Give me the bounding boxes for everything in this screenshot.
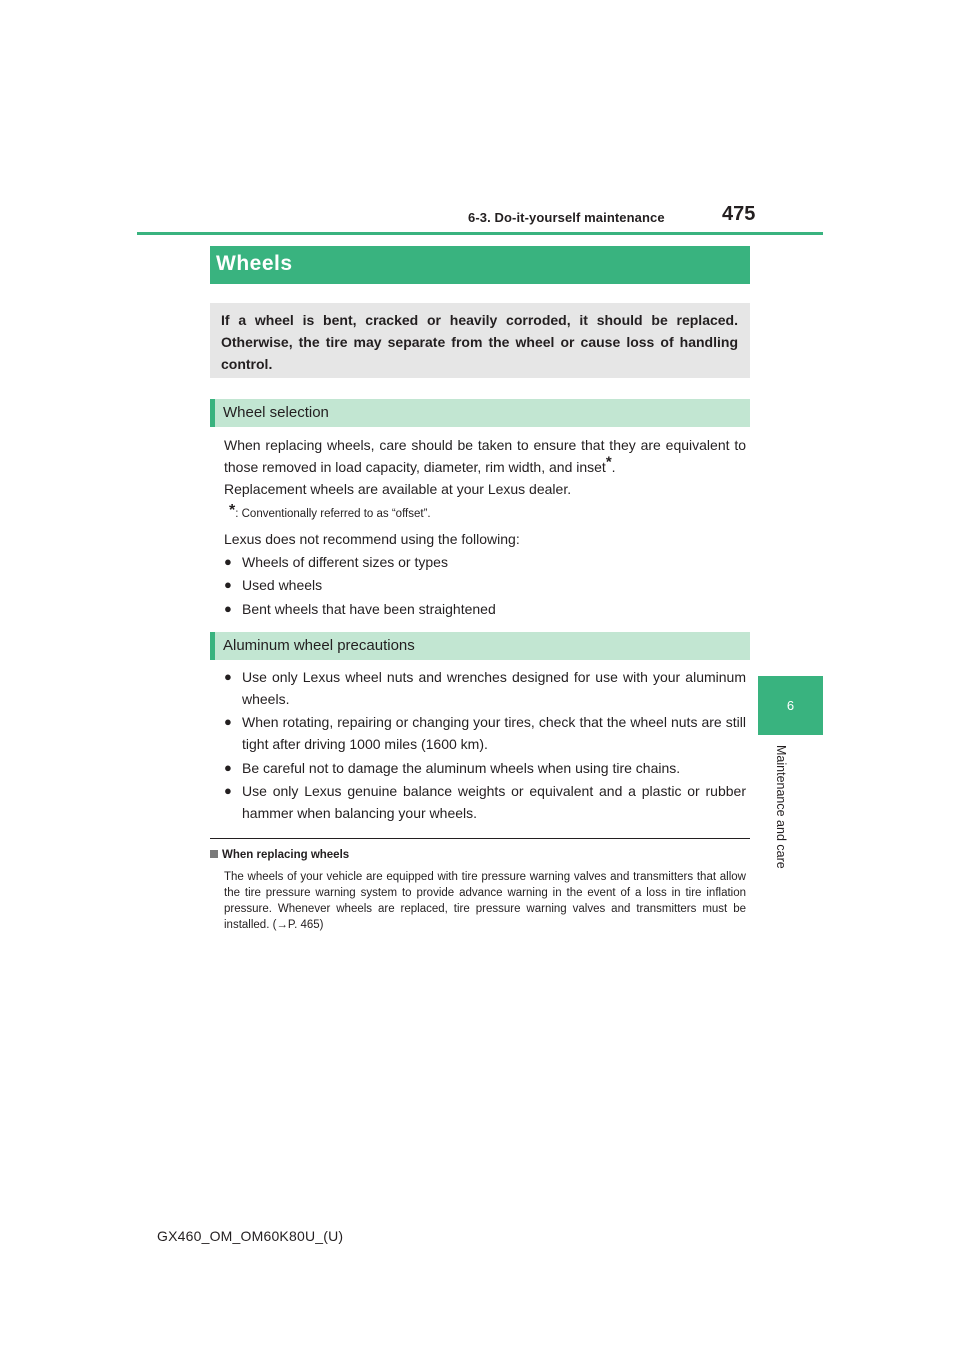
intro-box: [210, 303, 750, 378]
bullet-icon: ●: [224, 714, 232, 729]
header-rule: [137, 232, 823, 235]
page-title: Wheels: [216, 252, 293, 275]
square-bullet-icon: [210, 850, 218, 858]
not-recommended-intro: Lexus does not recommend using the following:: [224, 531, 520, 547]
list-item: Used wheels: [242, 577, 323, 593]
bullet-icon: ●: [224, 601, 232, 616]
chapter-label: [766, 745, 796, 885]
footnote: [229, 504, 431, 522]
list-item: Bent wheels that have been straightened: [242, 601, 496, 617]
divider: [210, 838, 750, 839]
intro-text: If a wheel is bent, cracked or heavily corroded, it should be replaced. Otherwise, the tire may separate from the wheel or cause loss of handling control.: [221, 312, 738, 372]
paragraph-text: When replacing wheels, care should be taken to ensure that they are equivalent to those removed in load capacity, diameter, rim width, and inset: [224, 437, 746, 475]
document-code: GX460_OM_OM60K80U_(U): [157, 1228, 344, 1244]
footnote-ref: *: [605, 453, 612, 471]
dealer-availability-text: Replacement wheels are available at your Lexus dealer.: [224, 481, 572, 497]
section-title: 6-3. Do-it-yourself maintenance: [468, 210, 665, 225]
bullet-icon: ●: [224, 760, 232, 775]
chapter-label-text: Maintenance and care: [774, 745, 788, 869]
heading-accent-bar: [210, 632, 215, 660]
paragraph-end: .: [611, 459, 616, 475]
bullet-icon: ●: [224, 669, 232, 684]
note-body: The wheels of your vehicle are equipped with tire pressure warning valves and transmitters that allow the tire pressure warning system to provide advance warning in the event of a loss in tire inflation pressure. Whenever wheels are replaced, tire pressure warning valves and transmitters must be installed. (→P. 465): [224, 871, 746, 931]
list-item: Wheels of different sizes or types: [242, 554, 448, 570]
note-heading: [210, 849, 349, 861]
list-item: Use only Lexus genuine balance weights or equivalent and a plastic or rubber hammer when balancing your wheels.: [242, 783, 746, 821]
aluminum-precautions-heading: [210, 632, 750, 660]
footnote-text: : Conventionally referred to as “offset”.: [235, 508, 431, 520]
chapter-tab: 6: [758, 676, 823, 735]
heading-accent-bar: [210, 399, 215, 427]
wheel-selection-heading: [210, 399, 750, 427]
bullet-icon: ●: [224, 554, 232, 569]
list-item: Be careful not to damage the aluminum wheels when using tire chains.: [242, 760, 681, 776]
page-number: 475: [722, 203, 756, 225]
bullet-icon: ●: [224, 783, 232, 798]
bullet-icon: ●: [224, 577, 232, 592]
list-item: Use only Lexus wheel nuts and wrenches designed for use with your aluminum wheels.: [242, 669, 746, 707]
page-title-bar: [210, 246, 750, 284]
wheel-selection-heading-text: Wheel selection: [223, 404, 329, 421]
footnote-marker: *: [229, 502, 236, 519]
note-heading-text: When replacing wheels: [222, 849, 350, 861]
list-item: When rotating, repairing or changing your tires, check that the wheel nuts are still tight after driving 1000 miles (1600 km).: [242, 714, 746, 752]
aluminum-precautions-heading-text: Aluminum wheel precautions: [223, 637, 415, 654]
wheel-selection-paragraph: [224, 434, 746, 478]
